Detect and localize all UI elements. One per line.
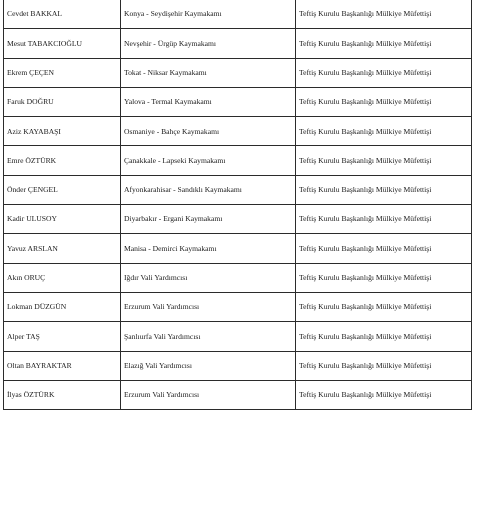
previous-post-cell: Tokat - Niksar Kaymakamı [121,58,296,87]
new-post-cell: Teftiş Kurulu Başkanlığı Mülkiye Müfettişi [296,146,472,175]
table-row [4,87,472,116]
name-cell: Önder ÇENGEL [4,175,121,204]
new-post-cell: Teftiş Kurulu Başkanlığı Mülkiye Müfettişi [296,29,472,58]
previous-post-cell: Manisa - Demirci Kaymakamı [121,234,296,263]
previous-post-cell: Çanakkale - Lapseki Kaymakamı [121,146,296,175]
previous-post-cell: Afyonkarahisar - Sandıklı Kaymakamı [121,175,296,204]
name-cell: Mesut TABAKCIOĞLU [4,29,121,58]
new-post-cell: Teftiş Kurulu Başkanlığı Mülkiye Müfettişi [296,380,472,409]
previous-post-cell: Konya - Seydişehir Kaymakamı [121,0,296,29]
new-post-cell: Teftiş Kurulu Başkanlığı Mülkiye Müfettişi [296,205,472,234]
new-post-cell: Teftiş Kurulu Başkanlığı Mülkiye Müfettişi [296,117,472,146]
table-row [4,351,472,380]
new-post-cell: Teftiş Kurulu Başkanlığı Mülkiye Müfettişi [296,322,472,351]
name-cell: Alper TAŞ [4,322,121,351]
new-post-cell: Teftiş Kurulu Başkanlığı Mülkiye Müfettişi [296,0,472,29]
name-cell: Oltan BAYRAKTAR [4,351,121,380]
name-cell: Emre ÖZTÜRK [4,146,121,175]
previous-post-cell: Yalova - Termal Kaymakamı [121,87,296,116]
name-cell: Cevdet BAKKAL [4,0,121,29]
name-cell: Yavuz ARSLAN [4,234,121,263]
new-post-cell: Teftiş Kurulu Başkanlığı Mülkiye Müfettişi [296,58,472,87]
new-post-cell: Teftiş Kurulu Başkanlığı Mülkiye Müfettişi [296,234,472,263]
table-row [4,58,472,87]
previous-post-cell: Şanlıurfa Vali Yardımcısı [121,322,296,351]
table-row [4,322,472,351]
table-row [4,234,472,263]
name-cell: Akın ORUÇ [4,263,121,292]
name-cell: Lokman DÜZGÜN [4,292,121,321]
new-post-cell: Teftiş Kurulu Başkanlığı Mülkiye Müfettişi [296,175,472,204]
previous-post-cell: Iğdır Vali Yardımcısı [121,263,296,292]
previous-post-cell: Osmaniye - Bahçe Kaymakamı [121,117,296,146]
previous-post-cell: Erzurum Vali Yardımcısı [121,292,296,321]
new-post-cell: Teftiş Kurulu Başkanlığı Mülkiye Müfettişi [296,351,472,380]
new-post-cell: Teftiş Kurulu Başkanlığı Mülkiye Müfettişi [296,263,472,292]
table-row [4,205,472,234]
table-row [4,117,472,146]
appointments-table-body [4,0,472,410]
table-row [4,0,472,29]
previous-post-cell: Erzurum Vali Yardımcısı [121,380,296,409]
previous-post-cell: Diyarbakır - Ergani Kaymakamı [121,205,296,234]
name-cell: Faruk DOĞRU [4,87,121,116]
table-row [4,380,472,409]
name-cell: Kadir ULUSOY [4,205,121,234]
name-cell: Ekrem ÇEÇEN [4,58,121,87]
table-row [4,263,472,292]
name-cell: Aziz KAYABAŞI [4,117,121,146]
appointments-table [3,0,472,410]
table-row [4,29,472,58]
new-post-cell: Teftiş Kurulu Başkanlığı Mülkiye Müfettişi [296,292,472,321]
new-post-cell: Teftiş Kurulu Başkanlığı Mülkiye Müfettişi [296,87,472,116]
previous-post-cell: Nevşehir - Ürgüp Kaymakamı [121,29,296,58]
table-row [4,175,472,204]
name-cell: İlyas ÖZTÜRK [4,380,121,409]
previous-post-cell: Elazığ Vali Yardımcısı [121,351,296,380]
table-row [4,146,472,175]
table-row [4,292,472,321]
